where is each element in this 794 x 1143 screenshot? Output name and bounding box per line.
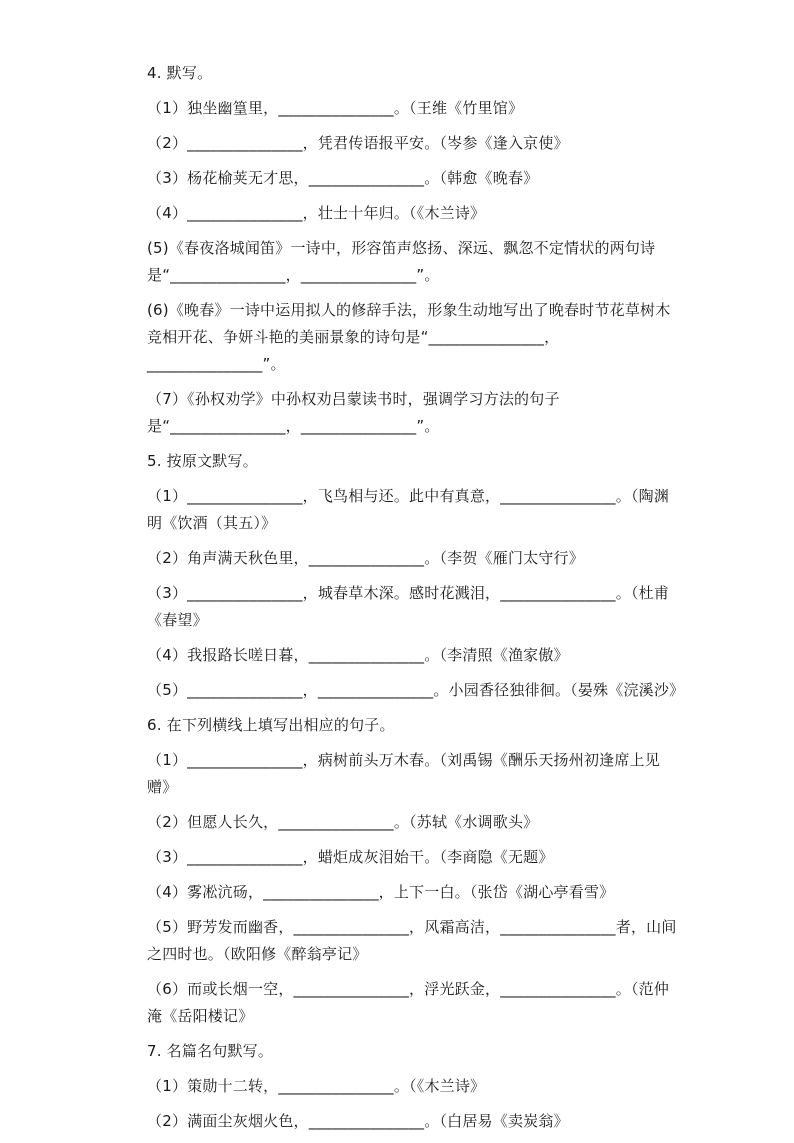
question-item: (6)《晚春》一诗中运用拟人的修辞手法，形象生动地写出了晚春时节花草树木竞相开花、争妍斗艳的美丽景象的诗句是“_______________，_______________”。: [147, 301, 671, 373]
section-title: 6. 在下列横线上填写出相应的句子。: [147, 716, 395, 734]
section-4: [147, 60, 677, 440]
question-item: （7）《孙权劝学》中孙权劝吕蒙读书时，强调学习方法的句子是“_______________，_______________”。: [147, 390, 560, 435]
section-7: [147, 1038, 677, 1135]
section-title: 7. 名篇名句默写。: [147, 1042, 274, 1060]
question-item: （1）_______________，飞鸟相与还。此中有真意，_______________。（陶渊明《饮酒（其五）》: [147, 487, 670, 532]
question-item: （1）独坐幽篁里，_______________。（王维《竹里馆》: [147, 99, 524, 117]
section-title: 4. 默写。: [147, 64, 213, 82]
question-item: （2）角声满天秋色里，_______________。（李贺《雁门太守行》: [147, 549, 584, 567]
question-item: （2）但愿人长久，_______________。（苏轼《水调歌头》: [147, 813, 539, 831]
worksheet-page: [147, 60, 685, 1143]
question-item: （4）雾凇沆砀，_______________，上下一白。（张岱《湖心亭看雪》: [147, 883, 615, 901]
question-item: （4）我报路长嗟日暮，_______________。（李清照《渔家傲》: [147, 646, 569, 664]
question-item: （5）_______________，_______________。小园香径独徘徊。（晏殊《浣溪沙》: [147, 681, 685, 699]
question-item: （3）杨花榆荚无才思，_______________。（韩愈《晚春》: [147, 169, 539, 187]
section-6: [147, 712, 677, 1030]
question-item: （3）_______________，蜡炬成灰泪始干。（李商隐《无题》: [147, 848, 554, 866]
question-item: （3）_______________，城春草木深。感时花溅泪，_______________。（杜甫《春望》: [147, 584, 670, 629]
question-item: (5)《春夜洛城闻笛》一诗中，形容笛声悠扬、深远、飘忽不定情状的两句诗是“_______________，_______________”。: [147, 239, 656, 284]
question-item: （2）_______________，凭君传语报平安。（岑参《逢入京使》: [147, 134, 569, 152]
question-item: （6）而或长烟一空，_______________，浮光跃金，_______________。（范仲淹《岳阳楼记》: [147, 980, 670, 1025]
question-item: （4）_______________，壮士十年归。（《木兰诗》: [147, 204, 486, 222]
section-5: [147, 448, 685, 704]
section-title: 5. 按原文默写。: [147, 452, 258, 470]
question-item: （1）策勋十二转，_______________。（《木兰诗》: [147, 1077, 486, 1095]
question-item: （5）野芳发而幽香，_______________，风霜高洁，_______________者，山间之四时也。（欧阳修《醉翁亭记》: [147, 918, 677, 963]
question-item: （1）_______________，病树前头万木春。（刘禹锡《酬乐天扬州初逢席上见赠》: [147, 751, 660, 796]
question-item: （2）满面尘灰烟火色，_______________。（白居易《卖炭翁》: [147, 1112, 569, 1130]
